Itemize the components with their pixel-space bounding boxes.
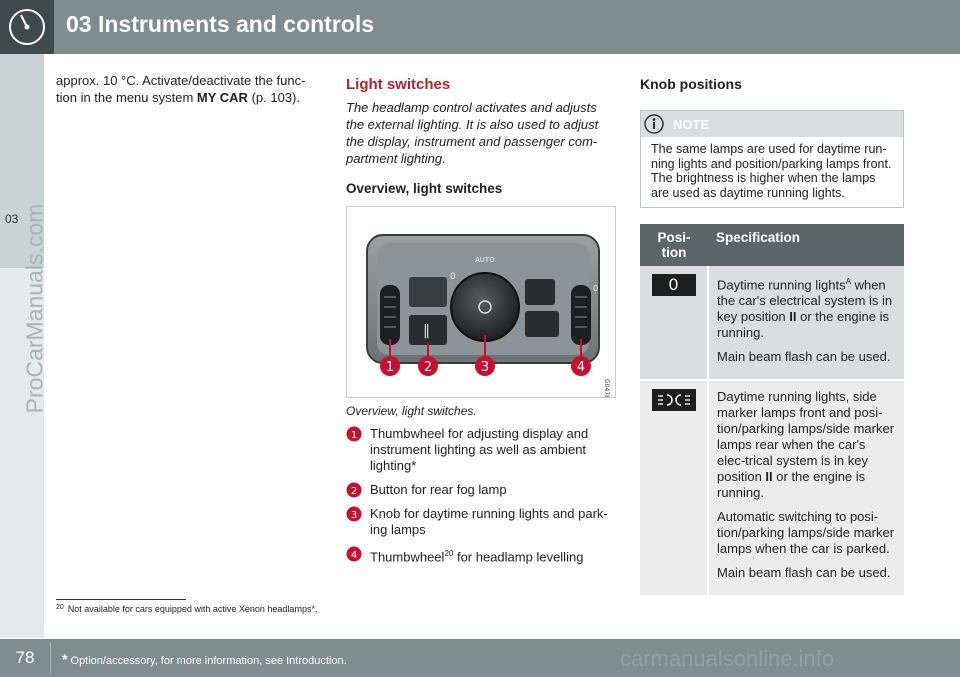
position-cell xyxy=(640,266,708,380)
svg-text:3: 3 xyxy=(350,510,358,521)
chapter-number: 03 xyxy=(5,212,19,226)
auto-label: AUTO xyxy=(475,256,495,264)
parking-lamps-icon xyxy=(652,389,696,411)
info-icon xyxy=(643,113,665,135)
button-right-bottom xyxy=(525,311,559,337)
callout-3-icon xyxy=(346,506,362,522)
button-top-left xyxy=(409,277,447,307)
table-row xyxy=(640,266,904,380)
light-knob xyxy=(451,273,519,341)
col1-text-a: approx. 10 °C. Activate/deactivate the func-tion in the menu system xyxy=(56,73,306,105)
col-header-position: Posi-tion xyxy=(640,224,708,266)
footnote-ref: 20 xyxy=(444,549,454,558)
knob-positions-table xyxy=(640,224,904,595)
callout-2-icon xyxy=(346,482,362,498)
light-switch-figure xyxy=(346,206,616,398)
position-zero-symbol: 0 xyxy=(652,274,696,296)
table-header-row xyxy=(640,224,904,266)
button-right-top xyxy=(525,279,555,305)
column-3 xyxy=(640,76,904,595)
menu-name: MY CAR xyxy=(196,90,248,105)
footer-note: * Option/accessory, for more information, see Introduction. xyxy=(62,651,347,667)
svg-text:2: 2 xyxy=(423,360,433,375)
footnote: $^{20}$ Not available for cars equipped with active Xenon headlamps*. xyxy=(56,604,318,614)
callout-item-3 xyxy=(346,506,616,538)
watermark-footer: carmanualsonline.info xyxy=(620,646,835,671)
column-2 xyxy=(346,76,616,573)
callout-item-2 xyxy=(346,482,616,498)
header-icon-box xyxy=(0,0,54,54)
callout-1-text: Thumbwheel for adjusting display and instrument lighting as well as ambient lighting* xyxy=(370,426,589,473)
note-label: NOTE xyxy=(673,116,710,132)
svg-text:4: 4 xyxy=(576,360,586,375)
callout-4-marker xyxy=(571,356,591,376)
callout-3-text: Knob for daytime running lights and park-ing lamps xyxy=(370,506,608,537)
footnote-rule xyxy=(56,599,186,600)
specification-cell: Daytime running lights, side marker lamps front and posi-tion/parking lamps/side marker lamps rear when the car's elec-trical system is in key position II or the engine is running. Automatic switching to posi-tion/parking lamps/side marker lamps when the car is parked. Main beam flash can be used. xyxy=(708,380,904,595)
note-box xyxy=(640,110,904,208)
note-header xyxy=(641,111,903,137)
knob-positions-heading: Knob positions xyxy=(640,76,742,92)
watermark-side: ProCarManuals.com xyxy=(21,203,48,414)
col1-text-b: (p. 103). xyxy=(247,90,300,105)
svg-text:3: 3 xyxy=(480,360,490,375)
callout-2-marker xyxy=(418,356,438,376)
thumbwheel-right xyxy=(571,285,591,345)
column-1 xyxy=(56,72,318,106)
svg-text:4: 4 xyxy=(350,550,358,561)
note-text: The same lamps are used for daytime run-ning lights and position/parking lamps front. The brightness is higher when the lamps are used as daytime running lights. xyxy=(651,142,892,200)
svg-text:2: 2 xyxy=(350,486,358,497)
callout-1-icon xyxy=(346,426,362,442)
callout-2-text: Button for rear fog lamp xyxy=(370,482,507,497)
thumbwheel-left xyxy=(380,285,400,345)
callout-1-marker xyxy=(380,356,400,376)
knob-zero-label: 0 xyxy=(450,272,456,282)
svg-text:1: 1 xyxy=(385,360,395,375)
page-number: 78 xyxy=(15,648,35,667)
specification-cell: Daytime running lights$^A$ when the car's electrical system is in key position II or the engine is running. Main beam flash can be used. xyxy=(708,266,904,380)
section-title: Light switches xyxy=(346,76,451,93)
svg-text:1: 1 xyxy=(350,430,358,441)
callout-3-marker xyxy=(475,356,495,376)
position-cell xyxy=(640,380,708,595)
gauge-icon xyxy=(0,0,54,54)
callout-item-4 xyxy=(346,546,616,565)
overview-heading: Overview, light switches xyxy=(346,181,503,196)
page-title: 03 Instruments and controls xyxy=(66,11,375,37)
section-lead: The headlamp control activates and adjusts the external lighting. It is also used to adjust the display, instrument and passenger com-partment lighting. xyxy=(346,100,599,166)
light-switch-illustration xyxy=(347,207,615,397)
col-header-specification: Specification xyxy=(708,224,904,266)
level-zero-label: 0 xyxy=(593,284,599,293)
callout-item-1 xyxy=(346,426,616,474)
svg-text:‖: ‖ xyxy=(423,323,430,339)
figure-caption: Overview, light switches. xyxy=(346,404,477,418)
table-row xyxy=(640,380,904,595)
callout-4-icon xyxy=(346,546,362,562)
footer-divider xyxy=(50,642,51,674)
figure-code: G047872 xyxy=(603,379,610,397)
callout-4-text: Thumbwheel$^{20}$ for headlamp levelling xyxy=(370,549,584,565)
